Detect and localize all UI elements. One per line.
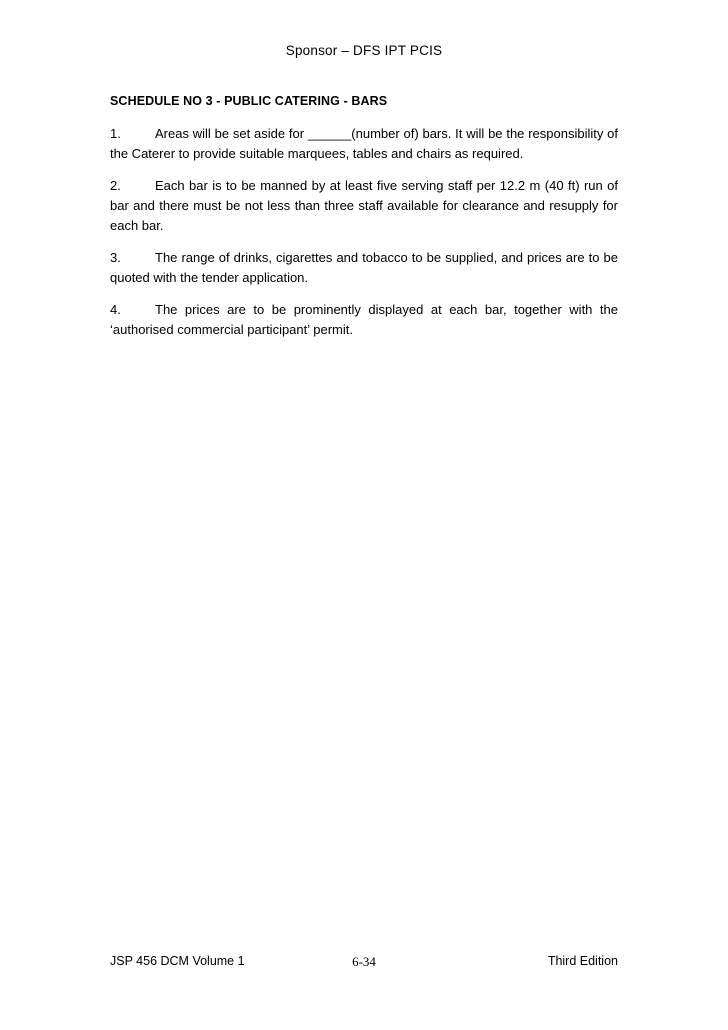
paragraph-text: The prices are to be prominently displayed at each bar, together with the ‘authorised commercial participant’ permit. [110,302,618,337]
paragraph-text: Areas will be set aside for ______(number of) bars. It will be the responsibility of the Caterer to provide suitable marquees, tables and chairs as required. [110,126,618,161]
paragraph-number: 4. [110,302,121,317]
paragraph-2 [110,176,618,236]
paragraph-3 [110,248,618,288]
footer-page-number: 6-34 [352,954,376,969]
footer-document-ref: JSP 456 DCM Volume 1 [110,954,245,968]
page-header: Sponsor – DFS IPT PCIS [285,43,443,58]
paragraph-text: Each bar is to be manned by at least five serving staff per 12.2 m (40 ft) run of bar and there must be not less than three staff available for clearance and resupply for each bar. [110,178,618,233]
paragraph-number: 3. [110,250,121,265]
paragraph-number: 2. [110,178,121,193]
paragraph-text: The range of drinks, cigarettes and tobacco to be supplied, and prices are to be quoted with the tender application. [110,250,618,285]
schedule-content [110,94,618,352]
paragraph-4 [110,300,618,340]
paragraph-1 [110,124,618,164]
page-footer [110,954,618,972]
paragraph-number: 1. [110,126,121,141]
footer-edition: Third Edition [547,954,618,968]
schedule-title: SCHEDULE NO 3 - PUBLIC CATERING - BARS [110,94,388,108]
